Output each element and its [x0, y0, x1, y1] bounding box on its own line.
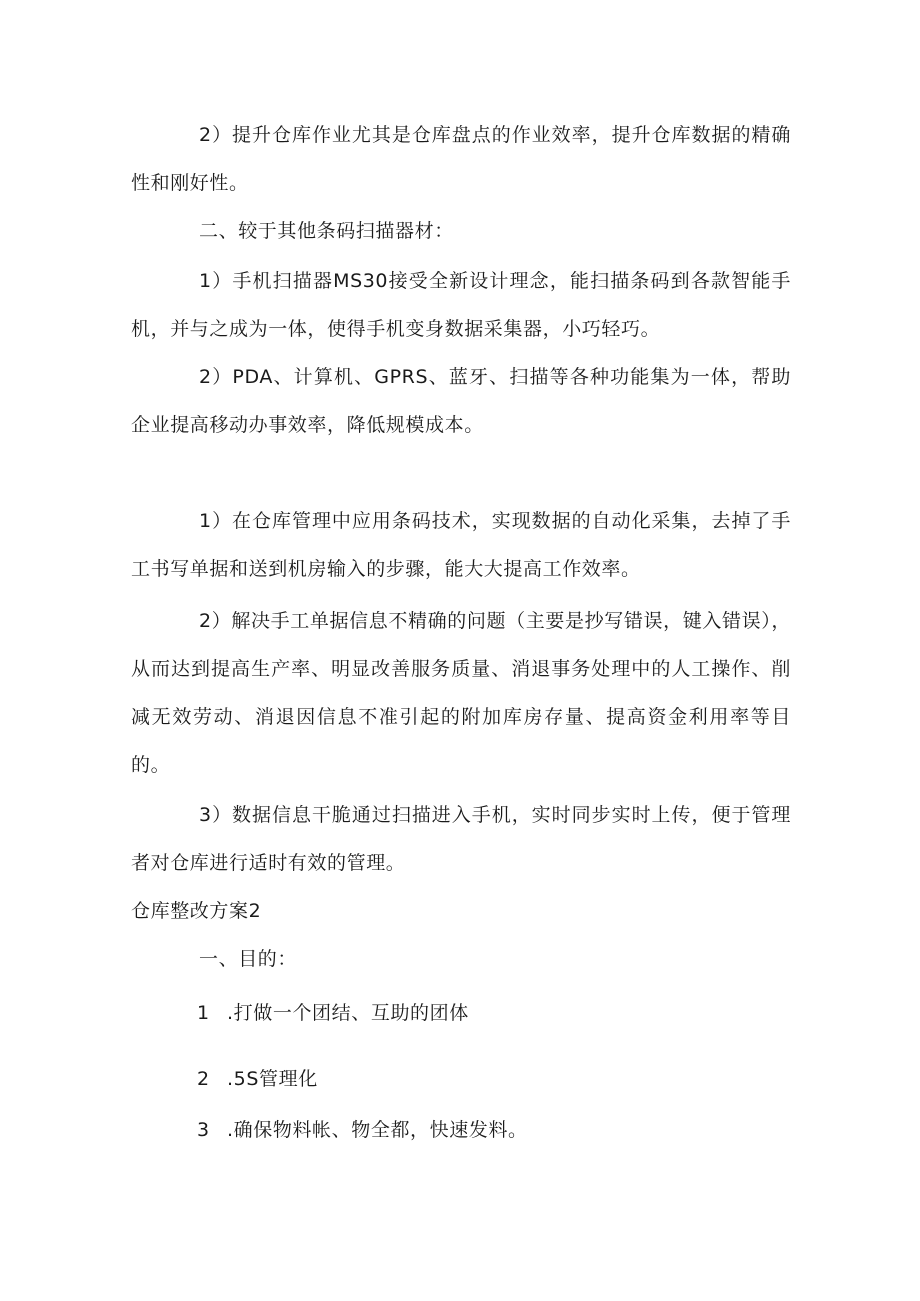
section-heading: 仓库整改方案2: [131, 900, 262, 922]
paragraph-4: 2）PDA、计算机、GPRS、蓝牙、扫描等各种功能集为一体，帮助企业提高移动办事效率，降低规模成本。: [131, 366, 791, 436]
list-item: [197, 1106, 528, 1154]
paragraph-3: 1）手机扫描器MS30接受全新设计理念，能扫描条码到各款智能手机，并与之成为一体，使得手机变身数据采集器，小巧轻巧。: [131, 270, 791, 340]
list-item-text: .打做一个团结、互助的团体: [227, 1002, 469, 1024]
list-item: [197, 1055, 318, 1103]
paragraph-5: 1）在仓库管理中应用条码技术，实现数据的自动化采集，去掉了手工书写单据和送到机房输入的步骤，能大大提高工作效率。: [131, 510, 791, 580]
paragraph-2: 二、较于其他条码扫描器材：: [199, 220, 454, 242]
list-item-text: .5S管理化: [227, 1068, 318, 1090]
paragraph-8: 一、目的：: [199, 948, 298, 970]
paragraph-1: 2）提升仓库作业尤其是仓库盘点的作业效率，提升仓库数据的精确性和刚好性。: [131, 124, 791, 194]
list-item-number: 3: [197, 1119, 210, 1141]
list-item-number: 2: [197, 1068, 210, 1090]
paragraph-6: 2）解决手工单据信息不精确的问题（主要是抄写错误，键入错误），从而达到提高生产率、明显改善服务质量、消退事务处理中的人工操作、削减无效劳动、消退因信息不准引起的附加库房存量、提高资金利用率等目的。: [131, 610, 791, 776]
list-item: [197, 989, 469, 1037]
list-item-number: 1: [197, 1002, 210, 1024]
list-item-text: .确保物料帐、物全都，快速发料。: [227, 1119, 528, 1141]
paragraph-7: 3）数据信息干脆通过扫描进入手机，实时同步实时上传，便于管理者对仓库进行适时有效的管理。: [131, 804, 791, 874]
